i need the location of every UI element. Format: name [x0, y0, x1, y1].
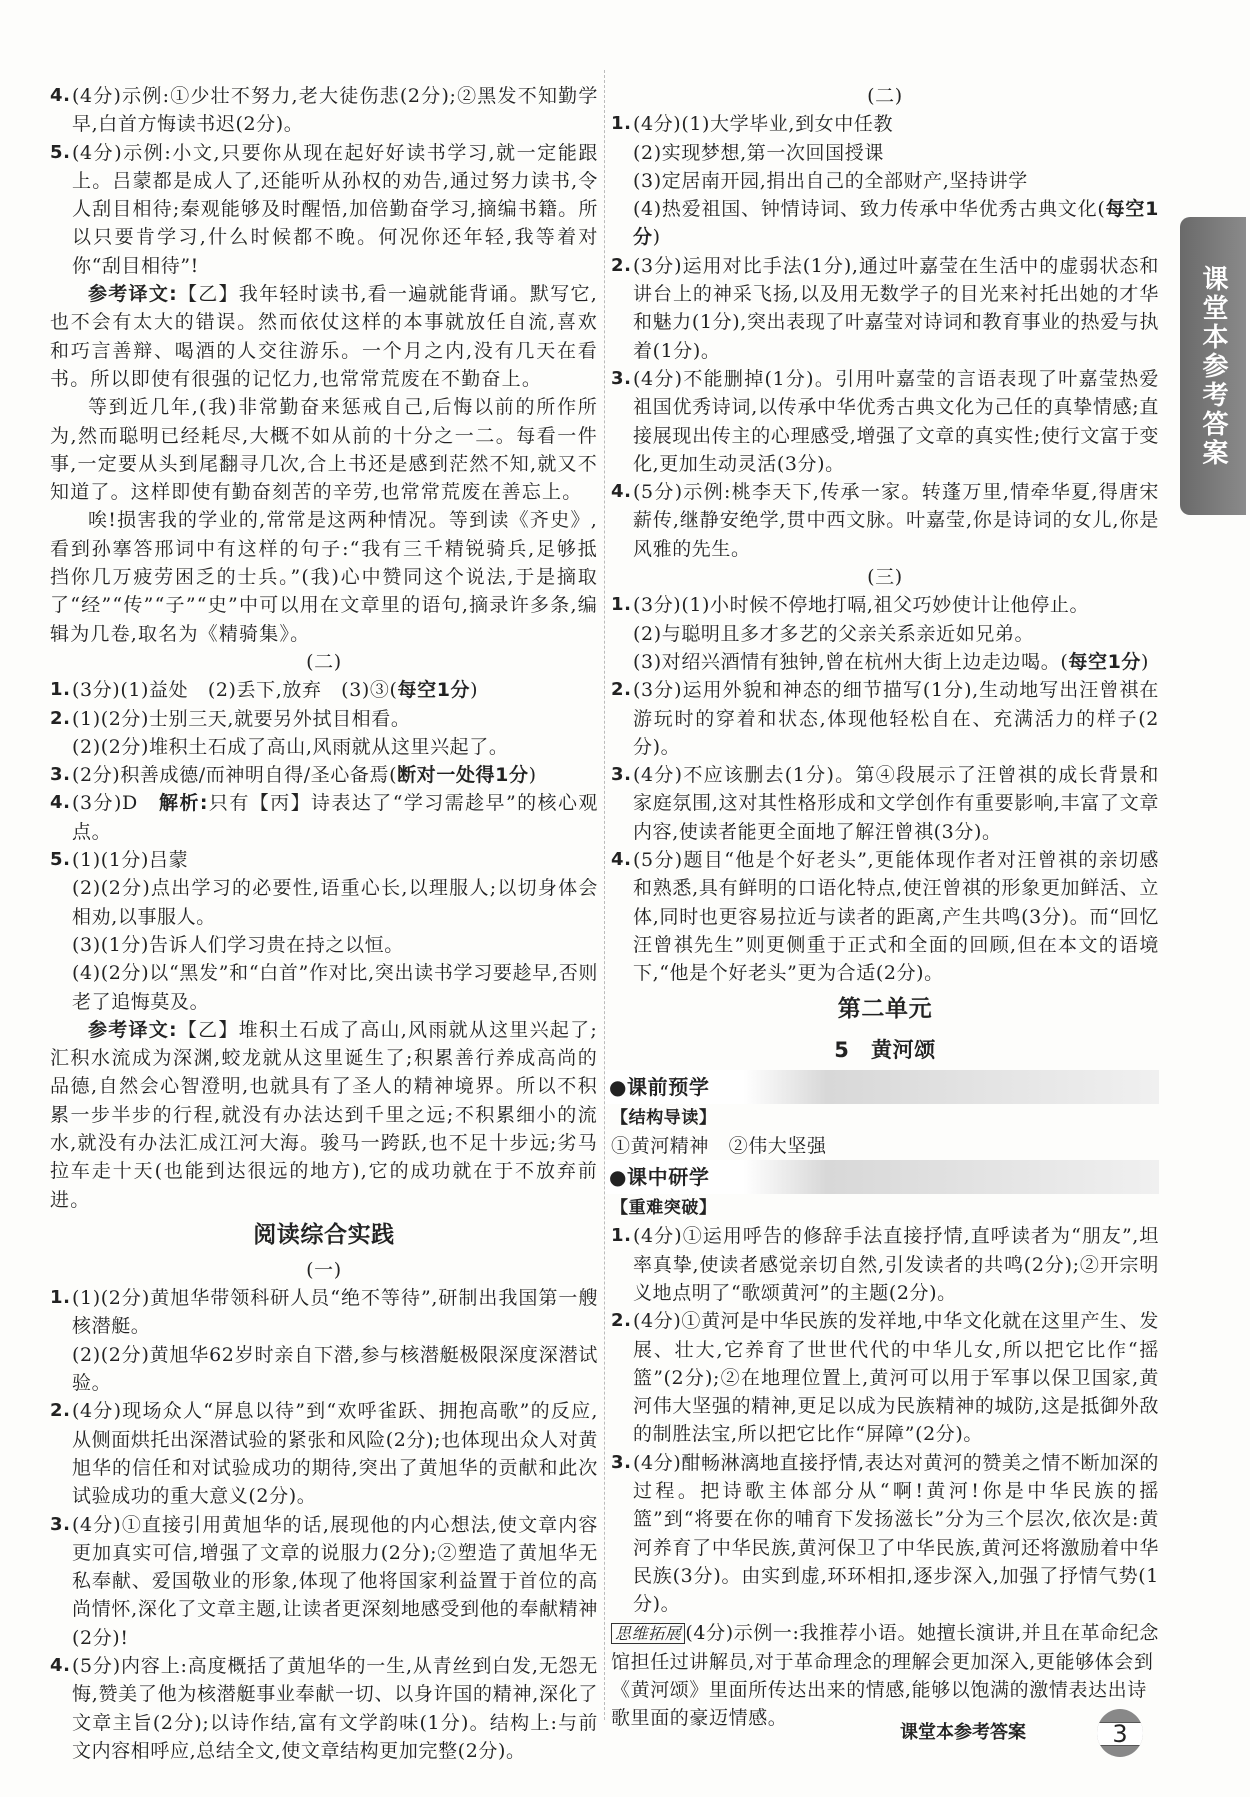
bold-text: 每空1分 [397, 679, 471, 702]
right-column [611, 82, 1159, 1733]
answer-item [50, 705, 598, 733]
bold-text: 参考译文: [88, 283, 178, 306]
answer-item [611, 1307, 1159, 1448]
item-number: 1. [611, 594, 632, 616]
item-number: 2. [50, 707, 71, 729]
text: 唉!损害我的学业的,常常是这两种情况。等到读《齐史》,看到孙搴答邢词中有这样的句子:“我有三千精锐骑兵,足够抵挡你几万疲劳困乏的士兵。”(我)心中赞同这个说法,于是摘取了“经”“传”“子”“史”中可以用在文章里的语句,摘录许多条,编辑为几卷,取名为《精骑集》。 [50, 509, 598, 645]
text: 【乙】堆积土石成了高山,风雨就从这里兴起了;汇积水流成为深渊,蛟龙就从这里诞生了;积累善行养成高尚的品德,自然会心智澄明,也就具有了圣人的精神境界。所以不积累一步半步的行程,就没有办法达到千里之远;不积累细小的流水,就没有办法汇成江河大海。骏马一跨跃,也不足十步远;劣马拉车走十天(也能到达很远的地方),它的成功就在于不放弃前进。 [50, 1018, 598, 1211]
section-heading [611, 988, 1159, 1030]
subsection-marker [611, 563, 1159, 591]
text: (1)(2分)士别三天,就要另外拭目相看。 [72, 707, 411, 730]
item-number: 2. [611, 1310, 632, 1332]
answer-item [611, 110, 1159, 138]
text: 第二单元 [837, 995, 933, 1022]
answer-subitem [611, 167, 1159, 195]
text-line [611, 1132, 1159, 1160]
item-number: 1. [50, 679, 71, 701]
item-number: 4. [611, 481, 632, 503]
page-number: 3 [1097, 1722, 1143, 1746]
text: (4分)①直接引用黄旭华的话,展现他的内心想法,使文章内容更加真实可信,增强了文章的说服力(2分);②塑造了黄旭华无私奉献、爱国敬业的形象,体现了他将国家利益置于首位的高尚情怀,深化了文章主题,让读者更深刻地感受到他的奉献精神(2分)! [72, 1513, 598, 1649]
answer-subitem [611, 195, 1159, 252]
text: (4分)酣畅淋漓地直接抒情,表达对黄河的赞美之情不断加深的过程。把诗歌主体部分从“啊!黄河!你是中华民族的摇篮”到“将要在你的哺育下发扬滋长”分为三个层次,依次是:黄河养育了中华民族,黄河保卫了中华民族,黄河还将激励着中华民族(3分)。由实到虚,环环相扣,逐步深入,加强了抒情气势(1分)。 [633, 1451, 1159, 1616]
text: (3)对绍兴酒情有独钟,曾在杭州大街上边走边喝。( [633, 650, 1069, 673]
text: (3)定居南开园,捐出自己的全部财产,坚持讲学 [633, 169, 1028, 192]
text: (2)(2分)堆积土石成了高山,风雨就从这里兴起了。 [72, 735, 509, 758]
translation-paragraph [50, 393, 598, 506]
answer-item [611, 1449, 1159, 1619]
item-number: 4. [611, 849, 632, 871]
item-number: 3. [50, 1513, 71, 1535]
item-number: 3. [611, 1451, 632, 1473]
text: (4分)不能删掉(1分)。引用叶嘉莹的言语表现了叶嘉莹热爱祖国优秀诗词,以传承中华优秀古典文化为己任的真挚情感;直接展现出传主的心理感受,增强了文章的真实性;使行文富于变化,更加生动灵活(3分)。 [633, 367, 1159, 475]
answer-subitem [611, 648, 1159, 676]
text: (2)(2分)点出学习的必要性,语重心长,以理服人;以切身体会相劝,以事服人。 [72, 877, 598, 928]
translation-paragraph [50, 506, 598, 647]
text: (2)实现梦想,第一次回国授课 [633, 141, 884, 164]
text: (4分)①运用呼告的修辞手法直接抒情,直呼读者为“朋友”,坦率真挚,使读者感觉亲切自然,引发读者的共鸣(2分);②开宗明义地点明了“歌颂黄河”的主题(2分)。 [633, 1225, 1159, 1304]
bold-text: 解析: [159, 792, 209, 815]
lesson-heading [611, 1030, 1159, 1070]
left-column [50, 82, 598, 1765]
text: 【乙】我年轻时读书,看一遍就能背诵。默写它,也不会有太大的错误。然而依仗这样的本事就放任自流,喜欢和巧言善辩、喝酒的人交往游乐。一个月之内,没有几天在看书。所以即使有很强的记忆力,也常常荒废在不勤奋上。 [50, 283, 598, 390]
text: (3)(1分)告诉人们学习贵在持之以恒。 [72, 933, 404, 956]
text: (2分)积善成德/而神明自得/圣心备焉( [72, 764, 398, 787]
answer-item [50, 1511, 598, 1652]
text: (3分)D [72, 792, 160, 815]
section-bar [605, 1070, 1159, 1104]
subsection-marker [50, 648, 598, 676]
answer-subitem [50, 931, 598, 959]
section-heading [50, 1214, 598, 1256]
item-number: 4. [50, 85, 71, 106]
answer-subitem [50, 1341, 598, 1398]
section-tag [611, 1104, 1159, 1132]
bold-text: 每空1分 [1068, 650, 1141, 673]
answer-item [611, 478, 1159, 563]
bold-text: 断对一处得1分 [397, 764, 529, 787]
item-number: 4. [50, 792, 71, 814]
text: (4分)不应该删去(1分)。第④段展示了汪曾祺的成长背景和家庭氛围,这对其性格形成和文学创作有重要影响,丰富了文章内容,使读者能更全面地了解汪曾祺(3分)。 [633, 764, 1159, 843]
item-number: 1. [611, 113, 632, 135]
item-number: 4. [50, 1655, 71, 1677]
answer-item [50, 1397, 598, 1510]
item-number: 2. [50, 1400, 71, 1422]
text: (5分)题目“他是个好老头”,更能体现作者对汪曾祺的亲切感和熟悉,具有鲜明的口语化特点,使汪曾祺的形象更加鲜活、立体,同时也更容易拉近与读者的距离,产生共鸣(3分)。而“回忆汪曾祺先生”则更侧重于正式和全面的回顾,但在本文的语境下,“他是个好老头”更为合适(2分)。 [633, 849, 1159, 985]
text: (4分)示例一:我推荐小语。她擅长演讲,并且在革命纪念馆担任过讲解员,对于革命理念的理解会更加深入,更能够体会到《黄河颂》里面所传达出来的情感,能够以饱满的激情表达出诗歌里面的豪迈情感。 [611, 1621, 1159, 1730]
text: (5分)内容上:高度概括了黄旭华的一生,从青丝到白发,无怨无悔,赞美了他为核潜艇事业奉献一切、以身许国的精神,深化了文章主旨(2分);以诗作结,富有文学韵味(1分)。结构上:与前文内容相呼应,总结全文,使文章结构更加完整(2分)。 [72, 1655, 598, 1762]
answer-item [611, 761, 1159, 846]
answer-item [50, 139, 598, 280]
page-number-badge [1097, 1709, 1143, 1757]
section-tag [611, 1194, 1159, 1222]
answer-item [50, 676, 598, 704]
text: 【结构导读】 [611, 1107, 717, 1128]
text: (二) [867, 85, 903, 107]
item-number: 5. [50, 849, 71, 871]
bold-text: 参考译文: [88, 1018, 178, 1041]
text: (二) [306, 650, 342, 673]
text: (4分)(1)大学毕业,到女中任教 [633, 113, 894, 136]
answer-item [611, 365, 1159, 478]
item-number: 3. [611, 764, 632, 786]
answer-item [611, 846, 1159, 987]
text: ) [528, 764, 537, 787]
text: (3分)运用外貌和神态的细节描写(1分),生动地写出汪曾祺在游玩时的穿着和状态,体现他轻松自在、充满活力的样子(2分)。 [633, 679, 1159, 758]
text: 只有【丙】诗表达了“学习需趁早”的核心观点。 [72, 792, 598, 843]
bold-text: 每空1分 [633, 198, 1159, 249]
text: ①黄河精神 ②伟大坚强 [611, 1134, 827, 1157]
text: (1)(2分)黄旭华带领科研人员“绝不等待”,研制出我国第一艘核潜艇。 [72, 1287, 598, 1338]
text: (4分)现场众人“屏息以待”到“欢呼雀跃、拥抱高歌”的反应,从侧面烘托出深潜试验的紧张和风险(2分);也体现出众人对黄旭华的信任和对试验成功的期待,突出了黄旭华的贡献和此次试验成功的重大意义(2分)。 [72, 1400, 598, 1508]
translation-paragraph [50, 280, 598, 393]
answer-item [50, 846, 598, 874]
text: (4)热爱祖国、钟情诗词、致力传承中华优秀古典文化( [633, 198, 1106, 221]
text: ) [652, 226, 661, 249]
answer-item [50, 761, 598, 789]
item-number: 3. [50, 764, 71, 786]
text: (4分)示例:小文,只要你从现在起好好读书学习,就一定能跟上。吕蒙都是成人了,还能听从孙权的劝告,通过努力读书,令人刮目相待;秦观能够及时醒悟,加倍勤奋学习,摘编书籍。所以只要肯学习,什么时候都不晚。何况你还年轻,我等着对你“刮目相待”! [72, 141, 598, 277]
text: 等到近几年,(我)非常勤奋来惩戒自己,后悔以前的所作所为,然而聪明已经耗尽,大概不如从前的十分之一二。每看一件事,一定要从头到尾翻寻几次,合上书还是感到茫然不知,就又不知道了。这样即使有勤奋刻苦的辛劳,也常常荒废在善忘上。 [50, 396, 598, 504]
answer-item [50, 82, 598, 139]
answer-item [50, 1652, 598, 1765]
answer-subitem [50, 733, 598, 761]
text: 阅读综合实践 [253, 1221, 395, 1248]
text: (一) [306, 1258, 342, 1281]
answer-subitem [611, 139, 1159, 167]
text: (2)(2分)黄旭华62岁时亲自下潜,参与核潜艇极限深度深潜试验。 [72, 1343, 598, 1395]
item-number: 1. [611, 1225, 632, 1247]
footer-label: 课堂本参考答案 [900, 1722, 1026, 1743]
subsection-marker [50, 1256, 598, 1284]
text: (3分)(1)小时候不停地打嗝,祖父巧妙使计让他停止。 [633, 594, 1090, 617]
answer-subitem [50, 959, 598, 1016]
text: (2)与聪明且多才多艺的父亲关系亲近如兄弟。 [633, 622, 1035, 645]
answer-item [611, 676, 1159, 761]
text: (1)(1分)吕蒙 [72, 849, 189, 872]
answer-item [50, 1284, 598, 1341]
answer-item [611, 1222, 1159, 1307]
text: (三) [867, 566, 903, 589]
text: (3分)运用对比手法(1分),通过叶嘉莹在生活中的虚弱状态和讲台上的神采飞扬,以及用无数学子的目光来衬托出她的才华和魅力(1分),突出表现了叶嘉莹对诗词和教育事业的热爱与执着(1分)。 [633, 254, 1159, 362]
item-number: 1. [50, 1287, 71, 1309]
item-number: 2. [611, 679, 632, 701]
text: ) [470, 679, 479, 702]
answer-item [611, 591, 1159, 619]
answer-subitem [50, 874, 598, 931]
text: ) [1141, 650, 1150, 673]
answer-item [611, 252, 1159, 365]
item-number: 2. [611, 254, 632, 276]
translation-paragraph [50, 1016, 598, 1214]
text: (5分)示例:桃李天下,传承一家。转蓬万里,情牵华夏,得唐宋薪传,继静安绝学,贯中西文脉。叶嘉莹,你是诗词的女儿,你是风雅的先生。 [633, 481, 1159, 560]
column-divider [604, 70, 605, 1720]
text: (4分)示例:①少壮不努力,老大徒伤悲(2分);②黑发不知勤学早,白首方悔读书迟(2分)。 [72, 85, 598, 136]
text: (4分)①黄河是中华民族的发祥地,中华文化就在这里产生、发展、壮大,它养育了世世代代的中华儿女,所以把它比作“摇篮”(2分);②在地理位置上,黄河可以用于军事以保卫国家,黄河伟大坚强的精神,更足以成为民族精神的城防,这是抵御外敌的制胜法宝,所以把它比作“屏障”(2分)。 [633, 1310, 1159, 1446]
text: ●课中研学 [609, 1165, 710, 1190]
text: ●课前预学 [609, 1074, 710, 1099]
text: (4)(2分)以“黑发”和“白首”作对比,突出读书学习要趁早,否则老了追悔莫及。 [72, 962, 598, 1013]
text: 【重难突破】 [611, 1198, 717, 1219]
text: (3分)(1)益处 (2)丢下,放弃 (3)③( [72, 679, 398, 702]
item-number: 3. [611, 367, 632, 389]
answer-item [50, 789, 598, 846]
section-bar [605, 1160, 1159, 1194]
answer-subitem [611, 620, 1159, 648]
text: 5 黄河颂 [834, 1037, 936, 1062]
text-line [611, 1619, 1159, 1733]
item-number: 5. [50, 141, 71, 163]
extension-label: 思维拓展 [611, 1623, 685, 1644]
subsection-marker [611, 82, 1159, 110]
side-tab: 课堂本参考答案 [1180, 217, 1246, 515]
